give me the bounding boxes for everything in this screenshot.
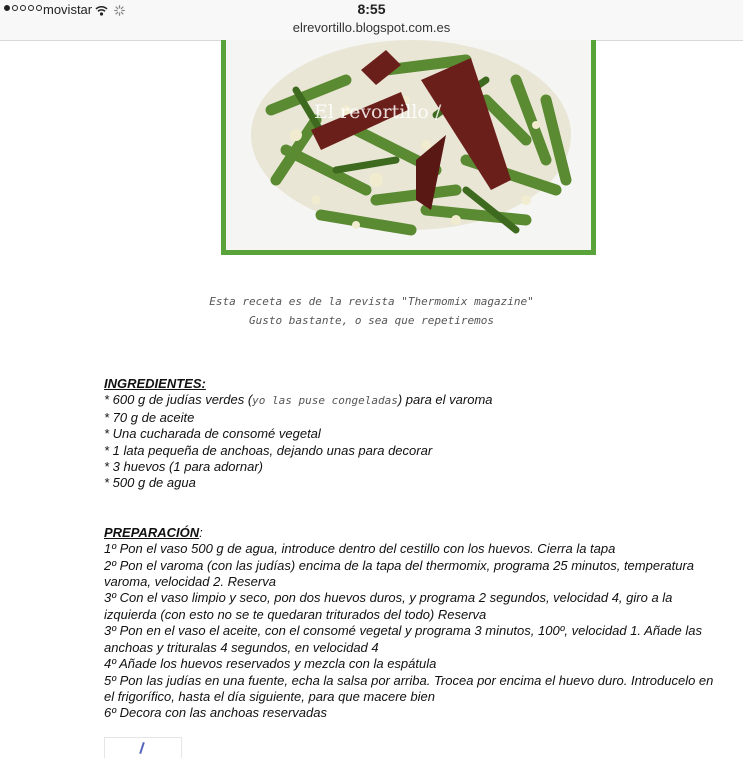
intro-line: Gusto bastante, o sea que repetiremos [248, 314, 495, 327]
url-text[interactable]: elrevortillo.blogspot.com.es [292, 20, 451, 35]
ingredient-item: * Una cucharada de consomé vegetal [104, 426, 321, 442]
intro-line: Esta receta es de la revista "Thermomix magazine" [209, 295, 534, 308]
preparation-heading: PREPARACIÓN: [104, 524, 203, 540]
preparation-step: 5º Pon las judías en una fuente, echa la salsa por arriba. Trocea por encima el huevo duro. Introducelo en el frigorífico, hasta el día siguiente, para que macere bien [104, 672, 714, 704]
preparation-step: 1º Pon el vaso 500 g de agua, introduce dentro del cestillo con los huevos. Cierra la tapa [104, 541, 616, 557]
preparation-step: 4º Añade los huevos reservados y mezcla con la espátula [104, 656, 437, 672]
recipe-photo[interactable] [221, 40, 596, 255]
ios-status-bar [0, 0, 743, 20]
preparation-step: 3º Con el vaso limpio y seco, pon dos huevos duros, y programa 2 segundos, velocidad 4, giro a la izquierda (con esto no se te quedaran triturados del todo) Reserva [104, 590, 673, 622]
address-bar[interactable] [0, 20, 743, 41]
ingredient-item: * 70 g de aceite [104, 409, 195, 425]
photo-watermark: El revortillo / [314, 101, 442, 123]
ingredient-item: * 500 g de agua [104, 475, 196, 491]
ingredient-item: * 1 lata pequeña de anchoas, dejando unas para decorar [104, 442, 433, 458]
thumbnail-mark [139, 742, 145, 754]
status-time: 8:55 [357, 1, 386, 17]
carrier-name: movistar [43, 2, 93, 17]
post-intro [0, 292, 743, 330]
ingredient-item: * 3 huevos (1 para adornar) [104, 459, 263, 475]
blog-post [0, 40, 743, 750]
recipe-body [104, 376, 724, 722]
next-image-thumbnail[interactable] [104, 737, 182, 758]
preparation-step: 3º Pon en el vaso el aceite, con el consomé vegetal y programa 3 minutos, 100º, velocidad 1. Añade las anchoas y trituralas 4 segundos, en velocidad 4 [104, 623, 702, 655]
ingredient-item: * 600 g de judías verdes (yo las puse congeladas) para el varoma [104, 392, 493, 408]
ingredients-heading: INGREDIENTES: [104, 376, 206, 391]
preparation-step: 6º Decora con las anchoas reservadas [104, 705, 327, 721]
preparation-step: 2º Pon el varoma (con las judías) encima de la tapa del thermomix, programa 25 minutos, temperatura varoma, velocidad 2. Reserva [104, 557, 695, 590]
ingredient-note: yo las puse congeladas [252, 394, 398, 408]
